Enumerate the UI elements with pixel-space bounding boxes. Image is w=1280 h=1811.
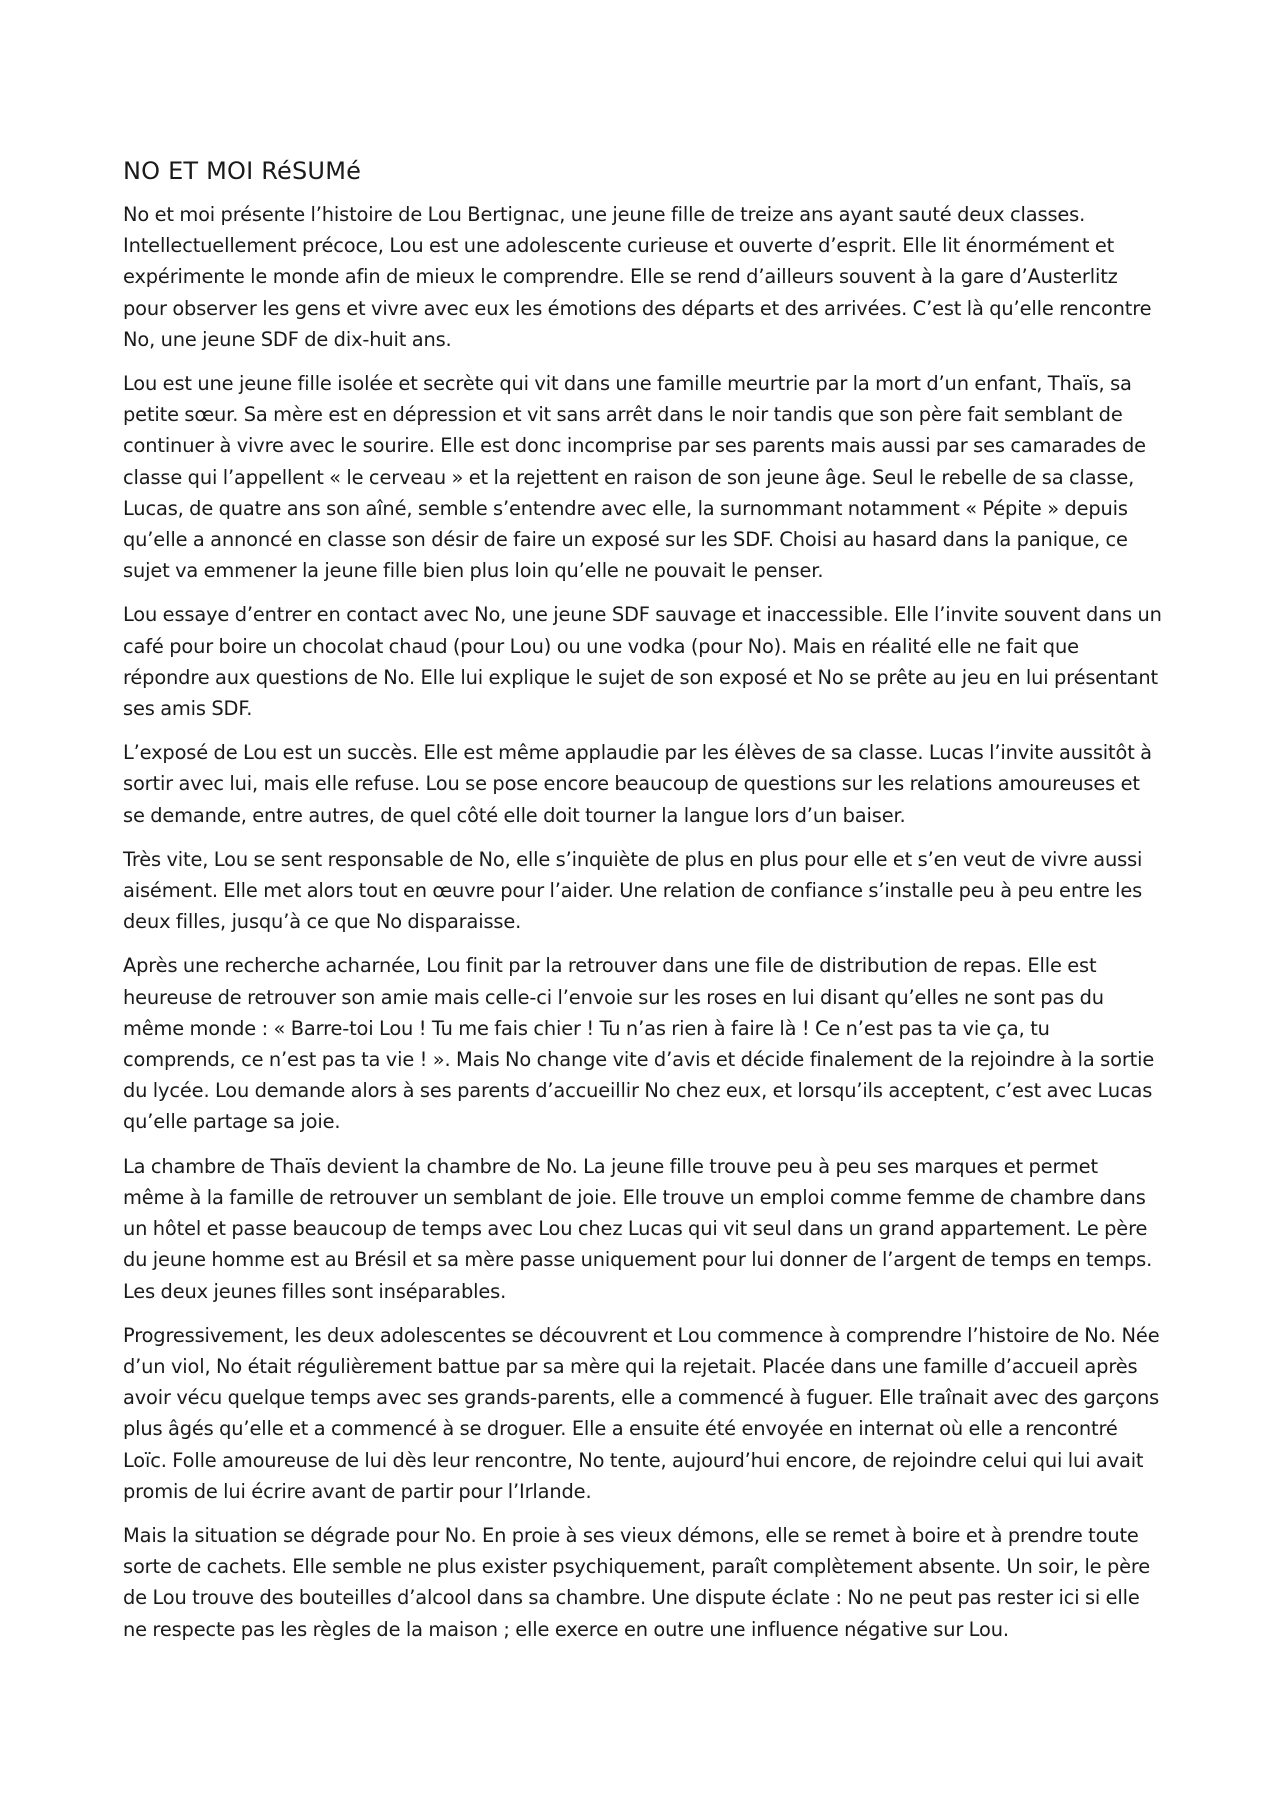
paragraph-history: Progressivement, les deux adolescentes se découvrent et Lou commence à comprendre l’histoire de No. Née d’un viol, No était régulièrement battue par sa mère qui la rejetait. Placée dans une famille d’accueil après avoir vécu quelque temps avec ses grands-parents, elle a commencé à fuguer. Elle traînait avec des garçons plus âgés qu’elle et a commencé à se droguer. Elle a ensuite été envoyée en internat où elle a rencontré Loïc. Folle amoureuse de lui dès leur rencontre, No tente, aujourd’hui encore, de rejoindre celui qui lui avait promis de lui écrire avant de partir pour l’Irlande. (123, 1323, 1160, 1503)
paragraph-decline: Mais la situation se dégrade pour No. En proie à ses vieux démons, elle se remet à boire et à prendre toute sorte de cachets. Elle semble ne plus exister psychiquement, paraît complètement absente. Un soir, le père de Lou trouve des bouteilles d’alcool dans sa chambre. Une dispute éclate : No ne peut pas rester ici si elle ne respecte pas les règles de la maison ; elle exerce en outre une influence négative sur Lou. (123, 1523, 1151, 1641)
paragraph-family: Lou est une jeune fille isolée et secrète qui vit dans une famille meurtrie par la mort d’un enfant, Thaïs, sa petite sœur. Sa mère est en dépression et vit sans arrêt dans le noir tandis que son père fait semblant de continuer à vivre avec le sourire. Elle est donc incomprise par ses parents mais aussi par ses camarades de classe qui l’appellent « le cerveau » et la rejettent en raison de son jeune âge. Seul le rebelle de sa classe, Lucas, de quatre ans son aîné, semble s’entendre avec elle, la surnommant notamment « Pépite » depuis qu’elle a annoncé en classe son désir de faire un exposé sur les SDF. Choisi au hasard dans la panique, ce sujet va emmener la jeune fille bien plus loin qu’elle ne pouvait le penser. (123, 372, 1146, 583)
paragraph-search: Après une recherche acharnée, Lou finit par la retrouver dans une file de distribution de repas. Elle est heureuse de retrouver son amie mais celle-ci l’envoie sur les roses en lui disant qu’elles ne sont pas du même monde : « Barre-toi Lou ! Tu me fais chier ! Tu n’as rien à faire là ! Ce n’est pas ta vie ça, tu comprends, ce n’est pas ta vie ! ». Mais No change vite d’avis et décide finalement de la rejoindre à la sortie du lycée. Lou demande alors à ses parents d’accueillir No chez eux, et lorsqu’ils acceptent, c’est avec Lucas qu’elle partage sa joie. (123, 954, 1155, 1134)
paragraph-responsibility: Très vite, Lou se sent responsable de No, elle s’inquiète de plus en plus pour elle et s’en veut de vivre aussi aisément. Elle met alors tout en œuvre pour l’aider. Une relation de confiance s’installe peu à peu entre les deux filles, jusqu’à ce que No disparaisse. (123, 847, 1143, 934)
paragraph-contact: Lou essaye d’entrer en contact avec No, une jeune SDF sauvage et inaccessible. Elle l’invite souvent dans un café pour boire un chocolat chaud (pour Lou) ou une vodka (pour No). Mais en réalité elle ne fait que répondre aux questions de No. Elle lui explique le sujet de son exposé et No se prête au jeu en lui présentant ses amis SDF. (123, 603, 1162, 721)
paragraph-bedroom: La chambre de Thaïs devient la chambre de No. La jeune fille trouve peu à peu ses marques et permet même à la famille de retrouver un semblant de joie. Elle trouve un emploi comme femme de chambre dans un hôtel et passe beaucoup de temps avec Lou chez Lucas qui vit seul dans un grand appartement. Le père du jeune homme est au Brésil et sa mère passe uniquement pour lui donner de l’argent de temps en temps. Les deux jeunes filles sont inséparables. (123, 1154, 1153, 1303)
document-title: NO ET MOI RéSUMé (123, 157, 362, 185)
paragraph-expose: L’exposé de Lou est un succès. Elle est même applaudie par les élèves de sa classe. Lucas l’invite aussitôt à sortir avec lui, mais elle refuse. Lou se pose encore beaucoup de questions sur les relations amoureuses et se demande, entre autres, de quel côté elle doit tourner la langue lors d’un baiser. (123, 741, 1152, 827)
paragraph-intro: No et moi présente l’histoire de Lou Bertignac, une jeune fille de treize ans ayant sauté deux classes. Intellectuellement précoce, Lou est une adolescente curieuse et ouverte d’esprit. Elle lit énormément et expérimente le monde afin de mieux le comprendre. Elle se rend d’ailleurs souvent à la gare d’Austerlitz pour observer les gens et vivre avec eux les émotions des départs et des arrivées. C’est là qu’elle rencontre No, une jeune SDF de dix-huit ans. (123, 203, 1152, 351)
document-body (123, 153, 1163, 1658)
